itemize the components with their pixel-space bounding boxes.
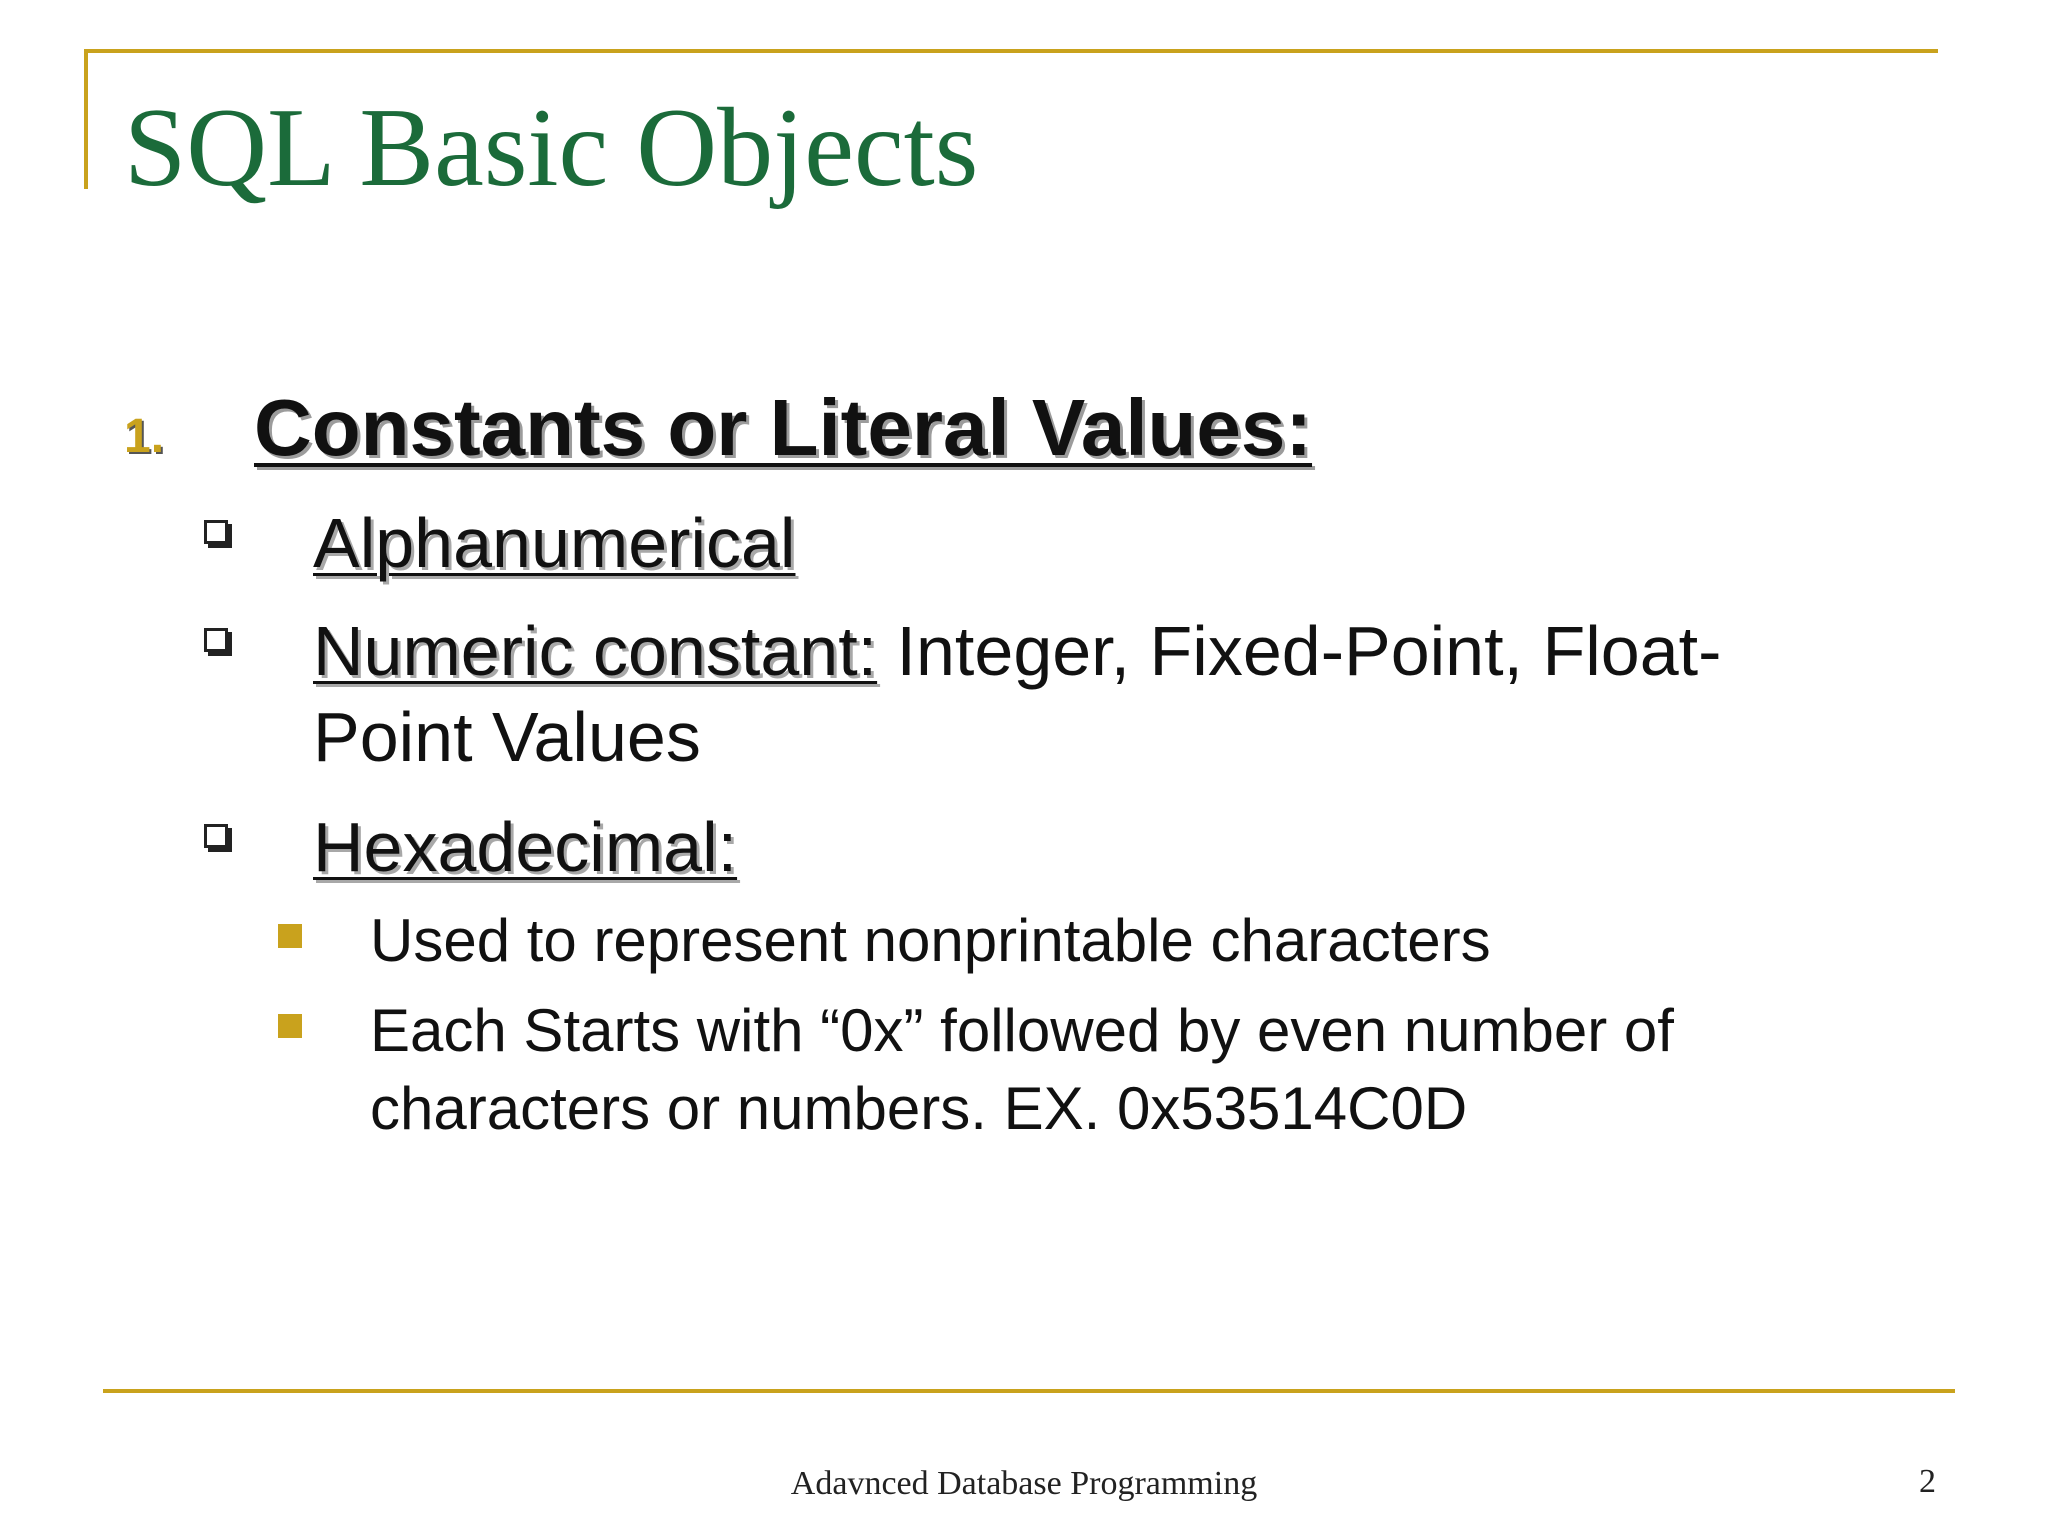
top-rule: [84, 49, 1938, 53]
item-label: Hexadecimal:: [313, 808, 738, 886]
list-item: [313, 608, 1873, 780]
section-heading: Constants or Literal Values:: [254, 383, 1313, 472]
item-label: Numeric constant:: [313, 612, 878, 690]
section-number: 1.: [124, 410, 165, 463]
slide-title: SQL Basic Objects: [124, 86, 979, 210]
bottom-rule: [103, 1389, 1955, 1393]
page-number: 2: [1919, 1463, 1936, 1500]
square-bullet-icon: [278, 1014, 302, 1038]
sub-list-item: Used to represent nonprintable characters: [370, 907, 1491, 974]
sub-list-item: Each Starts with “0x” followed by even number of characters or numbers. EX. 0x53514C0D: [370, 997, 1674, 1142]
square-bullet-icon: [278, 924, 302, 948]
checkbox-bullet-icon: [204, 628, 228, 652]
left-rule: [84, 49, 88, 189]
checkbox-bullet-icon: [204, 824, 228, 848]
footer-text: Adavnced Database Programming: [790, 1465, 1258, 1502]
checkbox-bullet-icon: [204, 520, 228, 544]
list-item: [313, 804, 1873, 890]
item-text: Integer, Fixed-Point, Float-Point Values: [313, 612, 1722, 776]
list-item: [313, 500, 1873, 586]
item-label: Alphanumerical: [313, 504, 796, 582]
